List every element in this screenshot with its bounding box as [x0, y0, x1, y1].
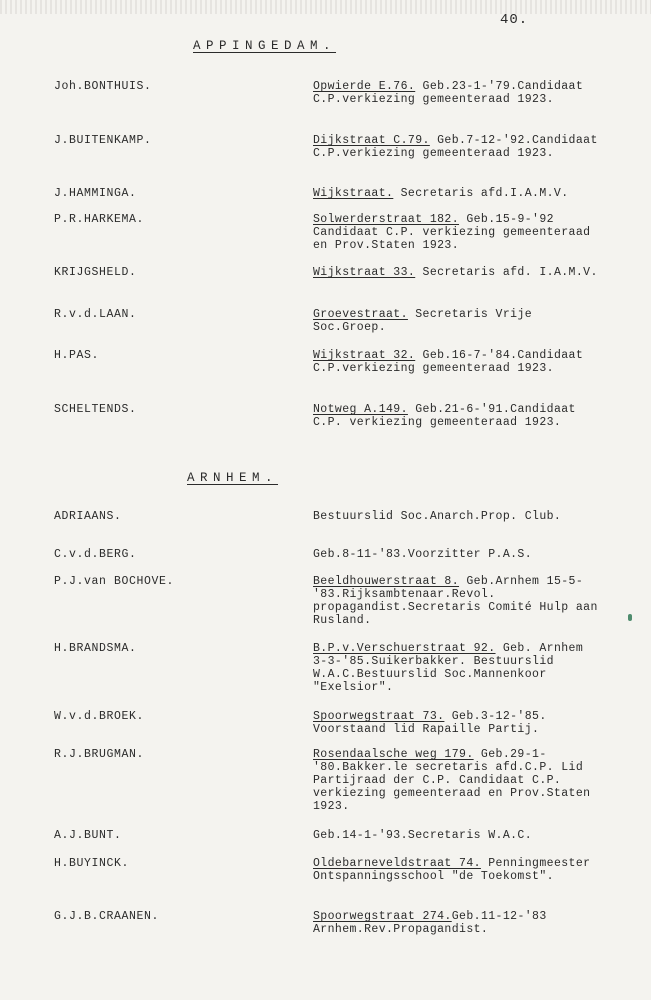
person-info: Secretaris afd. I.A.M.V.	[415, 266, 598, 279]
person-info: Geb.8-11-'83.Voorzitter P.A.S.	[313, 548, 533, 561]
person-name: J.HAMMINGA.	[54, 187, 137, 200]
person-name: ADRIAANS.	[54, 510, 122, 523]
person-name: SCHELTENDS.	[54, 403, 137, 416]
person-detail	[313, 80, 603, 106]
scan-edge-noise	[0, 0, 651, 14]
person-name: A.J.BUNT.	[54, 829, 122, 842]
person-detail	[313, 213, 603, 252]
person-info: Secretaris afd.I.A.M.V.	[393, 187, 569, 200]
person-address: Wijkstraat 33.	[313, 266, 416, 279]
person-name: P.J.van BOCHOVE.	[54, 575, 175, 588]
person-address: Notweg A.149.	[313, 403, 408, 416]
person-detail	[313, 857, 603, 883]
person-address: Rosendaalsche weg 179.	[313, 748, 474, 761]
person-address: Wijkstraat.	[313, 187, 394, 200]
person-info: Bestuurslid Soc.Anarch.Prop. Club.	[313, 510, 562, 523]
person-detail	[313, 266, 603, 279]
person-info: Geb.14-1-'93.Secretaris W.A.C.	[313, 829, 533, 842]
person-address: Spoorwegstraat 73.	[313, 710, 445, 723]
person-info: Penningmeester Ontspanningsschool "de Toekomst".	[313, 857, 591, 883]
person-detail	[313, 829, 603, 842]
person-info: Secretaris Vrije Soc.Groep.	[313, 308, 533, 334]
person-info: Geb.29-1-'80.Bakker.le secretaris afd.C.P. Lid Partijraad der C.P. Candidaat C.P. verkiezing gemeenteraad en Prov.Staten 1923.	[313, 748, 591, 813]
person-name: W.v.d.BROEK.	[54, 710, 145, 723]
person-info: Geb.15-9-'92 Candidaat C.P. verkiezing gemeenteraad en Prov.Staten 1923.	[313, 213, 591, 252]
person-name: R.J.BRUGMAN.	[54, 748, 145, 761]
person-info: Geb.11-12-'83 Arnhem.Rev.Propagandist.	[313, 910, 547, 936]
person-name: C.v.d.BERG.	[54, 548, 137, 561]
person-detail	[313, 134, 603, 160]
person-detail	[313, 187, 603, 200]
person-name: H.BRANDSMA.	[54, 642, 137, 655]
person-name: KRIJGSHELD.	[54, 266, 137, 279]
person-address: Groevestraat.	[313, 308, 408, 321]
person-detail	[313, 575, 603, 627]
person-detail	[313, 349, 603, 375]
person-name: G.J.B.CRAANEN.	[54, 910, 160, 923]
section-heading-appingedam: APPINGEDAM.	[193, 39, 337, 53]
section-heading-arnhem: ARNHEM.	[187, 471, 279, 485]
person-info: Geb.7-12-'92.Candidaat C.P.verkiezing gemeenteraad 1923.	[313, 134, 598, 160]
person-name: H.BUYINCK.	[54, 857, 130, 870]
person-detail	[313, 403, 603, 429]
person-info: Geb.23-1-'79.Candidaat C.P.verkiezing gemeenteraad 1923.	[313, 80, 584, 106]
person-info: Geb.Arnhem 15-5-'83.Rijksambtenaar.Revol. propagandist.Secretaris Comité Hulp aan Rusland.	[313, 575, 598, 627]
person-detail	[313, 710, 603, 736]
person-info: Geb.21-6-'91.Candidaat C.P. verkiezing gemeenteraad 1923.	[313, 403, 576, 429]
person-address: Solwerderstraat 182.	[313, 213, 460, 226]
ink-speck	[628, 614, 632, 621]
person-address: Dijkstraat C.79.	[313, 134, 430, 147]
person-info: Geb.3-12-'85. Voorstaand lid Rapaille Partij.	[313, 710, 547, 736]
person-name: P.R.HARKEMA.	[54, 213, 145, 226]
page-number: 40.	[500, 12, 529, 28]
person-address: Wijkstraat 32.	[313, 349, 416, 362]
person-detail	[313, 642, 603, 694]
person-info: Geb.16-7-'84.Candidaat C.P.verkiezing gemeenteraad 1923.	[313, 349, 584, 375]
person-address: Spoorwegstraat 274.	[313, 910, 452, 923]
person-detail	[313, 308, 603, 334]
person-name: H.PAS.	[54, 349, 100, 362]
person-name: J.BUITENKAMP.	[54, 134, 152, 147]
person-detail	[313, 748, 603, 813]
person-address: Beeldhouwerstraat 8.	[313, 575, 460, 588]
person-name: R.v.d.LAAN.	[54, 308, 137, 321]
person-address: Oldebarneveldstraat 74.	[313, 857, 481, 870]
person-detail	[313, 910, 603, 936]
person-address: B.P.v.Verschuerstraat 92.	[313, 642, 496, 655]
person-name: Joh.BONTHUIS.	[54, 80, 152, 93]
person-detail	[313, 510, 603, 523]
person-info: Geb. Arnhem 3-3-'85.Suikerbakker. Bestuurslid W.A.C.Bestuurslid Soc.Mannenkoor "Exelsior".	[313, 642, 584, 694]
person-address: Opwierde E.76.	[313, 80, 416, 93]
person-detail	[313, 548, 603, 561]
